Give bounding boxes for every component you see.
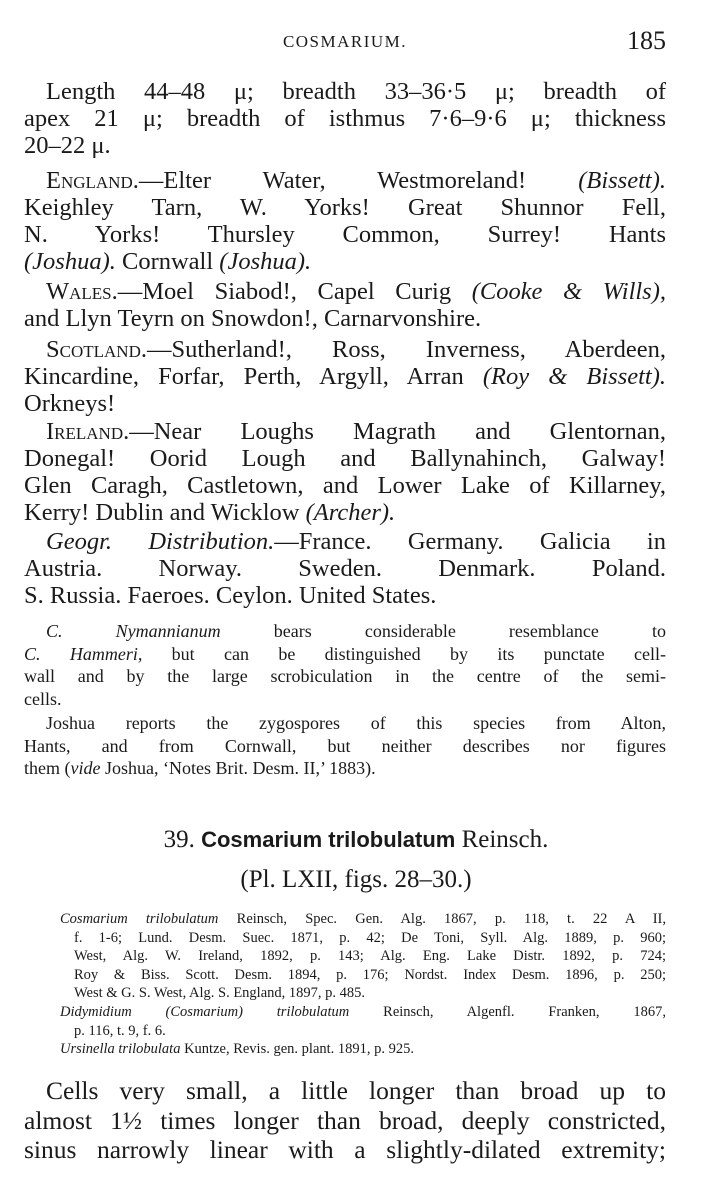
text-line: Joshua reports the zygospores of this species from Alton, [46, 713, 666, 733]
distribution-label: Geogr. Distribution. [46, 528, 275, 555]
fraction: ½ [122, 1105, 143, 1135]
geographic-distribution [24, 528, 666, 609]
text-line: apex 21 μ; breadth of isthmus 7·6–9·6 μ; thickness [24, 105, 666, 132]
comparison-note [24, 620, 666, 710]
text-line: cells. [24, 688, 62, 709]
england-localities [24, 167, 666, 275]
text-line: England.—Elter Water, Westmoreland! (Bissett). [46, 167, 666, 194]
species-number: 39. [163, 826, 195, 853]
region-label: England. [46, 167, 139, 194]
text-line: Keighley Tarn, W. Yorks! Great Shunnor Fell, [24, 194, 666, 221]
text-line: C. Hammeri, but can be distinguished by its punctate cell- [24, 643, 666, 664]
text-line: Hants, and from Cornwall, but neither describes nor figures [24, 735, 666, 756]
text-line: Wales.—Moel Siabod!, Capel Curig (Cooke & Wills), [46, 278, 666, 305]
text-line: and Llyn Teyrn on Snowdon!, Carnarvonshire. [24, 305, 482, 332]
text-line: p. 116, t. 9, f. 6. [74, 1022, 166, 1039]
text-line: West & G. S. West, Alg. S. England, 1897, p. 485. [74, 985, 366, 1002]
text-line: Ursinella trilobulata Kuntze, Revis. gen. plant. 1891, p. 925. [60, 1041, 415, 1058]
plate-reference: (Pl. LXII, figs. 28–30.) [240, 866, 472, 893]
text-line: West, Alg. W. Ireland, 1892, p. 143; Alg. Eng. Lake Distr. 1892, p. 724; [74, 948, 666, 965]
text-line: (Joshua). Cornwall (Joshua). [24, 248, 312, 275]
text-line: Cosmarium trilobulatum Reinsch, Spec. Gen. Alg. 1867, p. 118, t. 22 A II, [60, 911, 667, 927]
running-header [24, 26, 666, 56]
text-line: Ireland.—Near Loughs Magrath and Glentornan, [46, 418, 666, 445]
text-line: Scotland.—Sutherland!, Ross, Inverness, Aberdeen, [46, 336, 666, 363]
wales-localities [24, 278, 666, 332]
species-name: Cosmarium trilobulatum [201, 827, 456, 852]
text-line: N. Yorks! Thursley Common, Surrey! Hants [24, 221, 666, 248]
text-line: Length 44–48 μ; breadth 33–36·5 μ; breadth of [46, 78, 666, 105]
running-title: COSMARIUM. [282, 32, 408, 51]
synonymy-block [60, 910, 666, 1059]
text-line: C. Nymannianum bears considerable resemblance to [46, 621, 666, 641]
text-line: Didymidium (Cosmarium) trilobulatum Reinsch, Algenfl. Franken, 1867, [60, 1003, 666, 1020]
text-line: Kincardine, Forfar, Perth, Argyll, Arran (Roy & Bissett). [24, 363, 666, 390]
scotland-localities [24, 336, 666, 417]
measurements-paragraph [24, 78, 666, 159]
text-line: Donegal! Oorid Lough and Ballynahinch, Galway! [24, 445, 666, 472]
zygospore-note [24, 712, 666, 780]
page-number: 185 [627, 26, 666, 55]
text-line: 20–22 μ. [24, 132, 111, 159]
text-line: almost 1½ times longer than broad, deeply constricted, [24, 1105, 666, 1135]
species-author: Reinsch. [455, 826, 549, 853]
text-line: Austria. Norway. Sweden. Denmark. Poland. [24, 555, 666, 582]
text-line: Kerry! Dublin and Wicklow (Archer). [24, 499, 396, 526]
text-line: S. Russia. Faeroes. Ceylon. United States. [24, 582, 437, 609]
species-heading [0, 826, 712, 854]
region-label: Scotland. [46, 336, 147, 363]
text-line: Glen Caragh, Castletown, and Lower Lake of Killarney, [24, 472, 666, 499]
region-label: Ireland. [46, 418, 130, 445]
description-paragraph [24, 1076, 666, 1165]
text-line: sinus narrowly linear with a slightly-dilated extremity; [24, 1135, 666, 1164]
text-line: wall and by the large scrobiculation in the centre of the semi- [24, 666, 666, 686]
text-line: f. 1-6; Lund. Desm. Suec. 1871, p. 42; De Toni, Syll. Alg. 1889, p. 960; [74, 929, 666, 946]
region-label: Wales. [46, 278, 118, 305]
text-line: Orkneys! [24, 390, 116, 417]
ireland-localities [24, 418, 666, 526]
text-line: Roy & Biss. Scott. Desm. 1894, p. 176; Nordst. Index Desm. 1896, p. 250; [74, 966, 666, 983]
text-line: Geogr. Distribution.—France. Germany. Galicia in [46, 528, 666, 555]
text-line: them (vide Joshua, ‘Notes Brit. Desm. II,’ 1883). [24, 758, 376, 778]
text-line: Cells very small, a little longer than broad up to [46, 1076, 666, 1105]
